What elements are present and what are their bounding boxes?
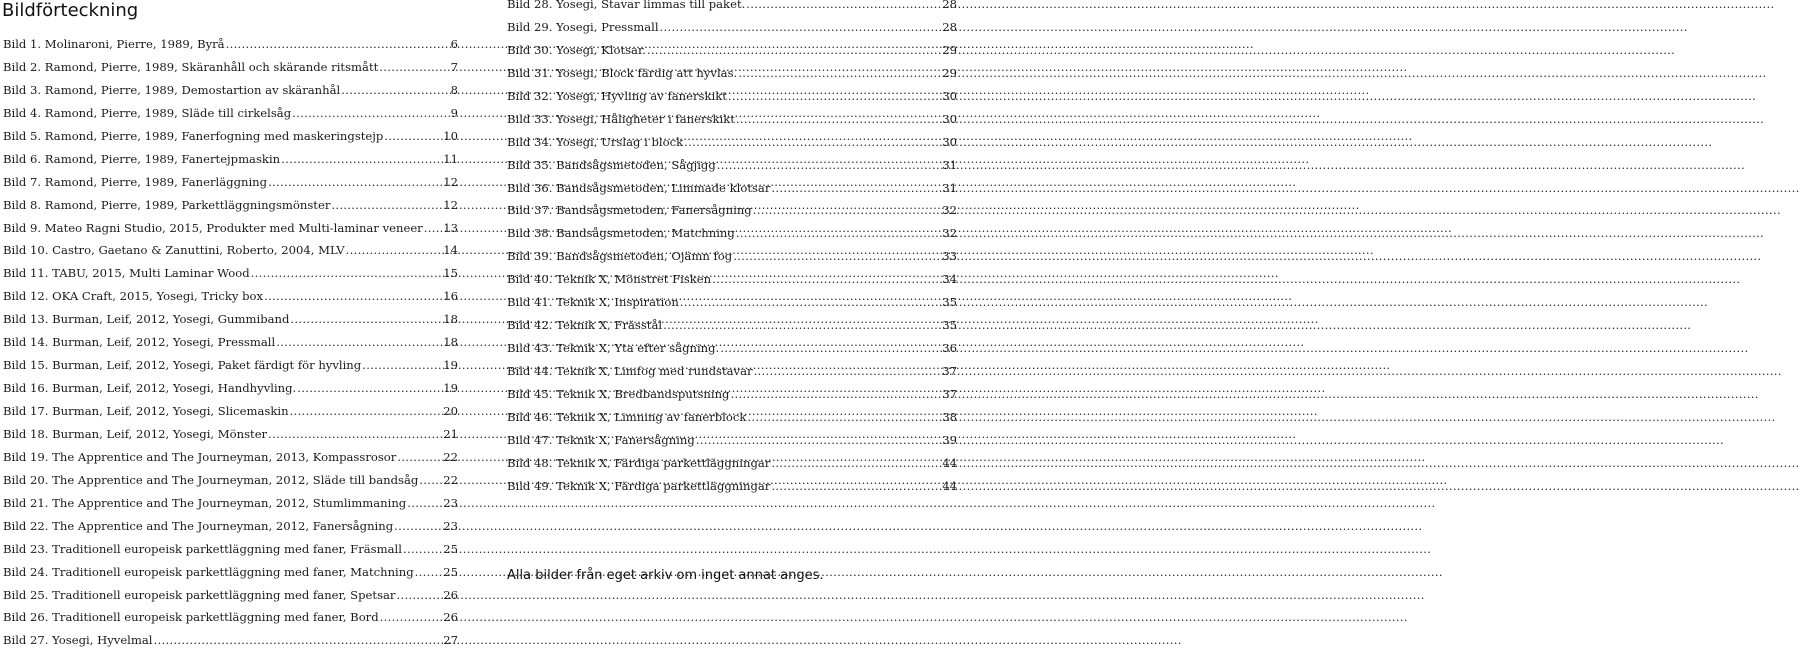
toc-entry[interactable] (507, 479, 957, 502)
toc-entry-label: Bild 23. Traditionell europeisk parkettläggning med faner, Fräsmall (3, 541, 402, 556)
toc-dot-leader (747, 410, 941, 424)
toc-entry-label: Bild 29. Yosegi, Pressmall (507, 19, 659, 34)
toc-entry-label: Bild 25. Traditionell europeisk parkettläggning med faner, Spetsar (3, 587, 396, 602)
toc-entry-page: 12 (443, 174, 458, 189)
toc-entry-page: 28 (942, 19, 957, 34)
toc-entry-label: Bild 48. Teknik X, Färdiga parkettläggningar (507, 455, 771, 470)
toc-dot-leader (720, 341, 941, 355)
toc-entry-label: Bild 39. Bandsågsmetoden, Ojämn fog (507, 249, 733, 264)
toc-entry[interactable] (3, 60, 458, 83)
toc-entry-page: 19 (443, 358, 458, 373)
toc-entry-label: Bild 41. Teknik X, Inspiration (507, 295, 679, 310)
toc-entry-label: Bild 5. Ramond, Pierre, 1989, Fanerfogning med maskeringstejp (3, 128, 384, 143)
toc-entry[interactable] (3, 129, 458, 152)
toc-dot-leader (292, 106, 449, 120)
toc-entry-page: 20 (443, 404, 458, 418)
toc-dot-leader (331, 198, 442, 212)
toc-entry-label: Bild 4. Ramond, Pierre, 1989, Släde till cirkelsåg (3, 105, 292, 120)
toc-entry[interactable] (3, 289, 458, 312)
toc-entry-label: Bild 47. Teknik X, Fanersågning (507, 432, 695, 447)
toc-entry-page: 35 (942, 318, 957, 333)
toc-entry-label: Bild 14. Burman, Leif, 2012, Yosegi, Pressmall (3, 335, 276, 350)
toc-dot-leader (771, 456, 941, 470)
toc-entry-page: 25 (443, 541, 458, 556)
toc-entry[interactable] (3, 565, 458, 588)
toc-entry-label: Bild 27. Yosegi, Hyvelmal (3, 633, 153, 648)
toc-column-left (3, 37, 458, 656)
toc-entry-label: Bild 49. Teknik X, Färdiga parkettläggningar (507, 478, 771, 493)
toc-entry-label: Bild 45. Teknik X, Bredbandsputsning (507, 386, 730, 401)
toc-entry-page: 34 (942, 272, 957, 287)
toc-entry[interactable] (3, 175, 458, 198)
toc-dot-leader (419, 473, 442, 487)
toc-entry-page: 18 (443, 335, 458, 350)
toc-entry-label: Bild 43. Teknik X, Yta efter sågning. (507, 341, 720, 356)
toc-entry[interactable] (3, 83, 458, 106)
toc-entry-page: 10 (443, 128, 458, 143)
toc-dot-leader (771, 181, 941, 195)
toc-entry[interactable] (3, 519, 458, 542)
toc-dot-leader (346, 243, 443, 257)
toc-dot-leader (403, 542, 442, 556)
toc-entry[interactable] (3, 266, 458, 289)
toc-entry-page: 31 (942, 180, 957, 195)
toc-dot-leader (754, 364, 942, 378)
toc-entry[interactable] (507, 318, 957, 341)
toc-entry-page: 31 (942, 157, 957, 172)
toc-entry-label: Bild 22. The Apprentice and The Journeyman, 2012, Fanersågning (3, 518, 394, 533)
toc-dot-leader (380, 610, 443, 624)
toc-entry-label: Bild 46. Teknik X, Limning av fanerblock (507, 409, 747, 424)
toc-dot-leader (663, 318, 941, 332)
toc-entry[interactable] (507, 341, 957, 364)
toc-dot-leader (771, 479, 941, 493)
toc-entry-label: Bild 6. Ramond, Pierre, 1989, Fanertejpmaskin (3, 151, 281, 166)
toc-entry-page: 36 (942, 341, 957, 356)
toc-entry[interactable] (507, 112, 957, 135)
toc-entry-label: Bild 33. Yosegi, Håligheter i fanerskikt (507, 111, 735, 126)
toc-entry-page: 37 (942, 364, 957, 378)
toc-entry-label: Bild 1. Molinaroni, Pierre, 1989, Byrå (3, 37, 225, 51)
toc-entry-page: 21 (443, 426, 458, 441)
toc-entry[interactable] (3, 381, 458, 404)
toc-dot-leader (396, 588, 442, 602)
toc-entry[interactable] (507, 272, 957, 295)
toc-entry-label: Bild 3. Ramond, Pierre, 1989, Demostartion av skäranhål (3, 82, 341, 97)
toc-entry-label: Bild 28. Yosegi, Stavar limmas till paket. (507, 0, 746, 11)
toc-entry[interactable] (3, 588, 458, 611)
toc-dot-leader (684, 135, 941, 149)
toc-entry-page: 30 (942, 111, 957, 126)
page-title: Bildförteckning (2, 0, 139, 21)
toc-entry-page: 16 (443, 289, 458, 304)
toc-entry-page: 12 (443, 197, 458, 212)
toc-entry-page: 22 (443, 449, 458, 464)
toc-entry[interactable] (3, 37, 458, 60)
toc-entry[interactable] (3, 473, 458, 496)
toc-entry-page: 6 (450, 37, 458, 51)
toc-dot-leader (746, 0, 941, 11)
toc-entry-label: Bild 12. OKA Craft, 2015, Yosegi, Tricky box (3, 289, 264, 304)
toc-dot-leader (730, 387, 941, 401)
toc-entry-page: 26 (443, 610, 458, 625)
toc-entry-page: 33 (942, 249, 957, 264)
toc-entry-page: 38 (942, 409, 957, 424)
toc-column-right (507, 0, 957, 502)
toc-entry-label: Bild 8. Ramond, Pierre, 1989, Parkettläggningsmönster (3, 197, 331, 212)
toc-entry[interactable] (3, 633, 458, 656)
toc-entry[interactable] (507, 387, 957, 410)
toc-entry-page: 11 (443, 151, 458, 166)
toc-entry-page: 8 (450, 82, 458, 97)
toc-dot-leader (753, 203, 942, 217)
toc-entry[interactable] (507, 433, 957, 456)
toc-dot-leader (712, 272, 941, 286)
toc-entry-label: Bild 37. Bandsågsmetoden, Fanersågning (507, 203, 752, 218)
toc-entry-label: Bild 35. Bandsågsmetoden, Sågjigg (507, 157, 716, 172)
toc-dot-leader (276, 335, 442, 349)
toc-entry-page: 14 (443, 243, 458, 258)
toc-entry-page: 25 (443, 564, 458, 579)
toc-entry-label: Bild 19. The Apprentice and The Journeyman, 2013, Kompassrosor (3, 449, 397, 464)
toc-entry[interactable] (507, 410, 957, 433)
toc-entry[interactable] (507, 89, 957, 112)
toc-entry[interactable] (507, 0, 957, 20)
toc-dot-leader (341, 83, 449, 97)
toc-dot-leader (268, 175, 442, 189)
toc-entry-page: 44 (942, 478, 957, 493)
toc-entry[interactable] (3, 221, 458, 244)
toc-entry[interactable] (507, 203, 957, 226)
toc-entry-page: 39 (942, 432, 957, 447)
toc-entry-page: 28 (942, 0, 957, 11)
toc-entry-label: Bild 30. Yosegi, Klotsar. (507, 42, 646, 57)
toc-entry-label: Bild 34. Yosegi, Urslag i block (507, 134, 684, 149)
toc-dot-leader (733, 249, 941, 263)
toc-entry[interactable] (3, 106, 458, 129)
toc-entry-label: Bild 44. Teknik X, Limfog med rundstavar (507, 364, 753, 378)
toc-entry-label: Bild 16. Burman, Leif, 2012, Yosegi, Handhyvling. (3, 381, 297, 396)
toc-entry-page: 30 (942, 134, 957, 149)
toc-entry[interactable] (507, 249, 957, 272)
toc-entry-page: 26 (443, 587, 458, 602)
toc-entry[interactable] (507, 66, 957, 89)
toc-entry[interactable] (507, 456, 957, 479)
toc-entry-page: 30 (942, 88, 957, 103)
toc-dot-leader (397, 450, 442, 464)
toc-entry[interactable] (507, 135, 957, 158)
toc-dot-leader (660, 20, 942, 34)
toc-entry-label: Bild 18. Burman, Leif, 2012, Yosegi, Mönster (3, 426, 268, 441)
toc-entry-label: Bild 9. Mateo Ragni Studio, 2015, Produkter med Multi-laminar veneer (3, 220, 423, 235)
toc-entry[interactable] (3, 404, 458, 427)
toc-dot-leader (290, 404, 443, 418)
toc-dot-leader (251, 266, 443, 280)
toc-entry-page: 44 (942, 455, 957, 470)
toc-dot-leader (680, 295, 941, 309)
toc-entry-label: Bild 24. Traditionell europeisk parkettläggning med faner, Matchning (3, 564, 414, 579)
toc-entry[interactable] (3, 450, 458, 473)
toc-entry-label: Bild 20. The Apprentice and The Journeyman, 2012, Släde till bandsåg (3, 472, 419, 487)
toc-dot-leader (424, 221, 443, 235)
toc-dot-leader (696, 433, 941, 447)
toc-dot-leader (407, 496, 442, 510)
toc-entry[interactable] (3, 496, 458, 519)
toc-entry-label: Bild 2. Ramond, Pierre, 1989, Skäranhåll och skärande ritsmått (3, 59, 379, 74)
toc-dot-leader (362, 358, 442, 372)
toc-entry[interactable] (3, 610, 458, 633)
toc-entry-label: Bild 31. Yosegi, Block färdig att hyvlas. (507, 65, 738, 80)
toc-entry-page: 32 (942, 226, 957, 241)
toc-entry-page: 19 (443, 381, 458, 396)
toc-entry[interactable] (3, 152, 458, 175)
toc-entry[interactable] (507, 295, 957, 318)
toc-dot-leader (736, 112, 941, 126)
toc-entry[interactable] (507, 181, 957, 204)
toc-dot-leader (264, 289, 442, 303)
toc-entry-label: Bild 42. Teknik X, Frässtål (507, 318, 663, 333)
toc-entry-label: Bild 36. Bandsågsmetoden, Limmade klotsar (507, 180, 771, 195)
toc-dot-leader (154, 633, 443, 647)
toc-dot-leader (379, 60, 449, 74)
toc-entry-page: 37 (942, 386, 957, 401)
toc-entry[interactable] (507, 226, 957, 249)
toc-entry-page: 18 (443, 312, 458, 327)
toc-entry-page: 23 (443, 495, 458, 510)
toc-entry-page: 29 (942, 65, 957, 80)
toc-entry-label: Bild 11. TABU, 2015, Multi Laminar Wood (3, 266, 250, 281)
toc-entry-page: 29 (942, 42, 957, 57)
toc-entry[interactable] (3, 358, 458, 381)
toc-entry[interactable] (3, 427, 458, 450)
toc-dot-leader (738, 66, 941, 80)
toc-entry-page: 9 (450, 105, 458, 120)
toc-entry-page: 35 (942, 295, 957, 310)
toc-entry-page: 22 (443, 472, 458, 487)
toc-entry-page: 27 (443, 633, 458, 648)
toc-entry-page: 23 (443, 518, 458, 533)
archive-note: Alla bilder från eget arkiv om inget annat anges. (507, 568, 824, 583)
toc-entry[interactable] (507, 158, 957, 181)
toc-dot-leader (226, 37, 450, 51)
toc-entry[interactable] (3, 335, 458, 358)
toc-entry-page: 13 (443, 220, 458, 235)
toc-entry[interactable] (3, 198, 458, 221)
toc-dot-leader (717, 158, 941, 172)
toc-entry-label: Bild 21. The Apprentice and The Journeyman, 2012, Stumlimmaning (3, 495, 407, 510)
toc-entry-page: 15 (443, 266, 458, 281)
toc-entry[interactable] (507, 20, 957, 43)
toc-dot-leader (394, 519, 442, 533)
toc-dot-leader (415, 565, 443, 579)
toc-dot-leader (384, 129, 442, 143)
toc-entry[interactable] (507, 364, 957, 387)
toc-dot-leader (728, 89, 941, 103)
toc-entry-page: 7 (450, 59, 458, 74)
toc-entry-label: Bild 17. Burman, Leif, 2012, Yosegi, Slicemaskin (3, 404, 289, 418)
toc-entry[interactable] (3, 542, 458, 565)
toc-entry-label: Bild 10. Castro, Gaetano & Zanuttini, Roberto, 2004, MLV (3, 243, 345, 258)
toc-entry-label: Bild 32. Yosegi, Hyvling av fanerskikt (507, 88, 727, 103)
toc-entry-label: Bild 15. Burman, Leif, 2012, Yosegi, Paket färdigt för hyvling (3, 358, 362, 373)
toc-entry-page: 32 (942, 203, 957, 218)
toc-entry-label: Bild 26. Traditionell europeisk parkettläggning med faner, Bord (3, 610, 379, 625)
toc-entry[interactable] (3, 312, 458, 335)
toc-dot-leader (297, 381, 442, 395)
toc-entry-label: Bild 38. Bandsågsmetoden, Matchning (507, 226, 735, 241)
toc-dot-leader (268, 427, 442, 441)
toc-dot-leader (281, 152, 442, 166)
toc-dot-leader (647, 43, 941, 57)
toc-entry[interactable] (3, 243, 458, 266)
toc-entry-label: Bild 13. Burman, Leif, 2012, Yosegi, Gummiband (3, 312, 290, 327)
toc-entry-label: Bild 40. Teknik X, Mönstret Fisken (507, 272, 712, 287)
toc-entry-label: Bild 7. Ramond, Pierre, 1989, Fanerläggning (3, 174, 268, 189)
toc-dot-leader (290, 312, 442, 326)
toc-entry[interactable] (507, 43, 957, 66)
toc-dot-leader (736, 226, 941, 240)
